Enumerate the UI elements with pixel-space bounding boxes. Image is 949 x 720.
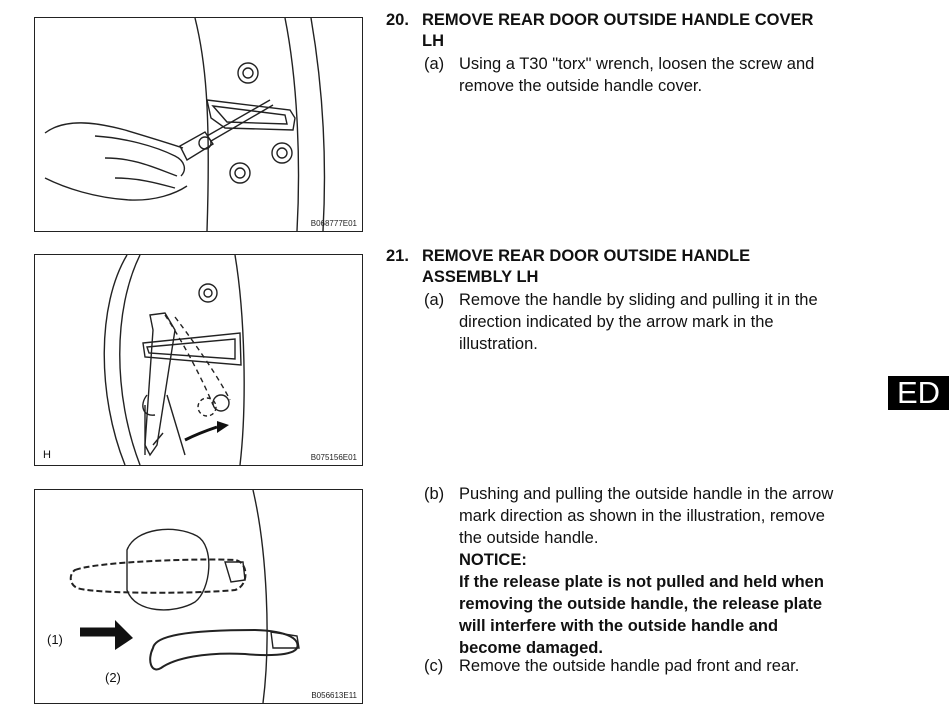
- step-number: 21.: [386, 247, 409, 265]
- sub-text: [459, 53, 889, 97]
- step-20-a: [386, 53, 906, 97]
- illustration-handle-slide: [35, 255, 362, 465]
- figure-code: B068777E01: [310, 219, 357, 228]
- sub-text: [459, 483, 889, 659]
- notice-label: NOTICE:: [459, 551, 527, 569]
- sub-letter: (b): [424, 485, 445, 503]
- sub-line: illustration.: [459, 335, 538, 353]
- figure-handle-cover: [34, 17, 363, 232]
- sub-line: Remove the handle by sliding and pulling it in the: [459, 291, 818, 309]
- notice-line: become damaged.: [459, 639, 603, 657]
- step-title-line: REMOVE REAR DOOR OUTSIDE HANDLE COVER: [422, 11, 814, 29]
- illustration-handle-remove: [35, 490, 362, 703]
- sub-letter: (a): [424, 55, 445, 73]
- step-21-heading: [386, 246, 886, 290]
- step-title: [422, 246, 892, 288]
- figure-handle-slide: [34, 254, 363, 466]
- callout-2: (2): [105, 670, 121, 685]
- step-20-heading: [386, 10, 886, 54]
- illustration-torx-wrench: [35, 18, 362, 231]
- notice-line: will interfere with the outside handle and: [459, 617, 779, 635]
- step-title: [422, 10, 892, 52]
- notice-line: removing the outside handle, the release plate: [459, 595, 823, 613]
- notice-line: If the release plate is not pulled and held when: [459, 573, 824, 591]
- step-title-line: LH: [422, 32, 444, 50]
- sub-text: [459, 655, 889, 677]
- step-21-c: [386, 655, 906, 677]
- sub-text: [459, 289, 889, 355]
- figure-letter: H: [43, 449, 51, 461]
- callout-1: (1): [47, 632, 63, 647]
- sub-line: mark direction as shown in the illustration, remove: [459, 507, 825, 525]
- sub-line: remove the outside handle cover.: [459, 77, 703, 95]
- step-21-b: [386, 483, 906, 659]
- sub-line: Remove the outside handle pad front and rear.: [459, 657, 800, 675]
- sub-line: direction indicated by the arrow mark in the: [459, 313, 774, 331]
- sub-line: Using a T30 "torx" wrench, loosen the screw and: [459, 55, 815, 73]
- figure-code: B056613E11: [311, 691, 357, 700]
- sub-letter: (a): [424, 291, 445, 309]
- step-title-line: ASSEMBLY LH: [422, 268, 539, 286]
- section-tab: ED: [888, 376, 949, 410]
- figure-code: B075156E01: [310, 453, 357, 462]
- sub-line: the outside handle.: [459, 529, 599, 547]
- step-21-a: [386, 289, 906, 355]
- step-title-line: REMOVE REAR DOOR OUTSIDE HANDLE: [422, 247, 751, 265]
- sub-line: Pushing and pulling the outside handle in the arrow: [459, 485, 834, 503]
- sub-letter: (c): [424, 657, 444, 675]
- step-number: 20.: [386, 11, 409, 29]
- figure-handle-remove: [34, 489, 363, 704]
